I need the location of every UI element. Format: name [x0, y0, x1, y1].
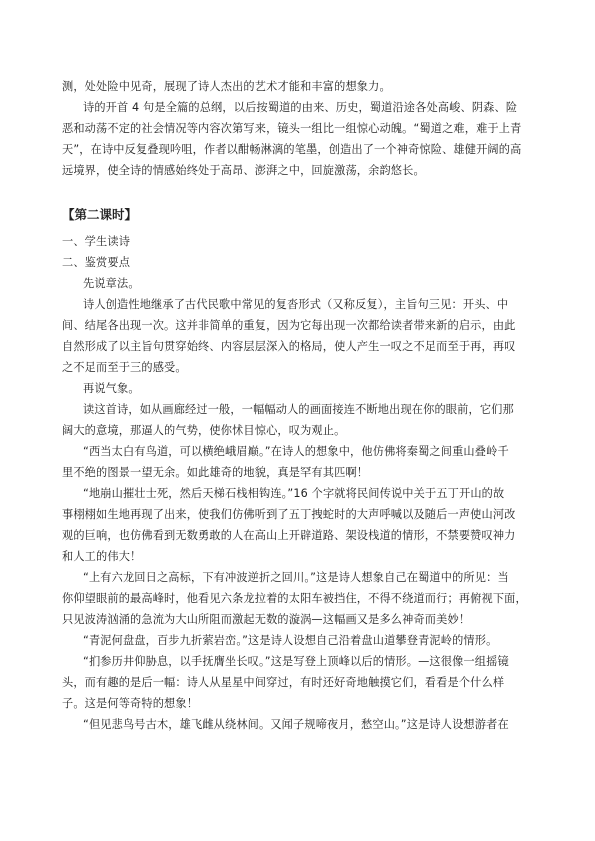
text-line: “扪参历井仰胁息，以手抚膺坐长叹。”这是写登上顶峰以后的情形。—这很像一组摇镜 — [83, 655, 509, 668]
text-line: 只见波涛汹涌的急流为大山所阻而激起无数的漩涡—这幅画又是多么神奇而美妙！ — [62, 613, 471, 626]
text-line: 测，处处险中见奇，展现了诗人杰出的艺术才能和丰富的想象力。 — [62, 80, 391, 93]
text-line: 先说章法。 — [83, 277, 140, 290]
text-line: “西当太白有鸟道，可以横绝峨眉巅。”在诗人的想象中，他仿佛将秦蜀之间重山叠岭千 — [83, 445, 509, 458]
text-line: 之不足而至于三的感受。 — [62, 361, 187, 374]
text-line: 二、鉴赏要点 — [62, 256, 131, 269]
text-line: 和人工的伟大！ — [62, 550, 142, 563]
text-line: 事栩栩如生地再现了出来，使我们仿佛听到了五丁拽蛇时的大声呼喊以及随后一声使山河改 — [62, 508, 516, 521]
text-line: 一、学生读诗 — [62, 235, 131, 248]
text-line: 间、结尾各出现一次。这并非简单的重复，因为它每出现一次都给读者带来新的启示，由此 — [62, 319, 516, 332]
text-line: 读这首诗，如从画廊经过一般，一幅幅动人的画面接连不断地出现在你的眼前，它们那 — [83, 403, 514, 416]
text-line: 再说气象。 — [83, 382, 140, 395]
text-line: “青泥何盘盘，百步九折萦岩峦。”这是诗人设想自己沿着盘山道攀登青泥岭的情形。 — [83, 634, 498, 647]
text-line: 诗的开首 4 句是全篇的总纲，以后按蜀道的由来、历史，蜀道沿途各处高峻、阴森、险 — [83, 101, 518, 114]
text-line: “地崩山摧壮士死，然后天梯石栈相钩连。”16 个字就将民间传说中关于五丁开山的故 — [83, 487, 505, 500]
text-line: 远境界，使全诗的情感始终处于高昂、澎湃之中，回旋激荡，余韵悠长。 — [62, 164, 425, 177]
text-line: 头，而有趣的是后一幅：诗人从星星中间穿过，有时还好奇地触摸它们，看看是个什么样 — [62, 676, 505, 689]
text-line: 天”，在诗中反复叠现吟咀，作者以酣畅淋漓的笔墨，创造出了一个神奇惊险、雄健开阔的高 — [62, 143, 522, 156]
text-line: 自然形成了以主旨句贯穿始终、内容层层深入的格局，使人产生一叹之不足而至于再，再叹 — [62, 340, 516, 353]
text-line: 你仰望眼前的最高峰时，他看见六条龙拉着的太阳车被挡住，不得不绕道而行；再俯视下面， — [62, 592, 527, 605]
text-line: 诗人创造性地继承了古代民歌中常见的复沓形式（又称反复），主旨句三见：开头、中 — [83, 298, 509, 311]
section-heading: 【第二课时】 — [62, 207, 138, 222]
text-line: 里不绝的图景一望无余。如此雄奇的地貌，真是罕有其匹啊！ — [62, 466, 369, 479]
text-line: “但见悲鸟号古木，雄飞雌从绕林间。又闻子规啼夜月，愁空山。”这是诗人设想游者在 — [83, 718, 509, 731]
text-line: “上有六龙回日之高标，下有冲波逆折之回川。”这是诗人想象自己在蜀道中的所见：当 — [83, 571, 509, 584]
text-line: 恶和动荡不定的社会情况等内容次第写来，镜头一组比一组惊心动魄。“蜀道之难，难于上青 — [62, 122, 522, 135]
text-line: 子。这是何等奇特的想象！ — [62, 697, 199, 710]
text-line: 观的巨响，也仿佛看到无数勇敢的人在高山上开辟道路、架设栈道的情形，不禁要赞叹神力 — [62, 529, 516, 542]
text-line: 阔大的意境，那逼人的气势，使你怵目惊心，叹为观止。 — [62, 424, 346, 437]
